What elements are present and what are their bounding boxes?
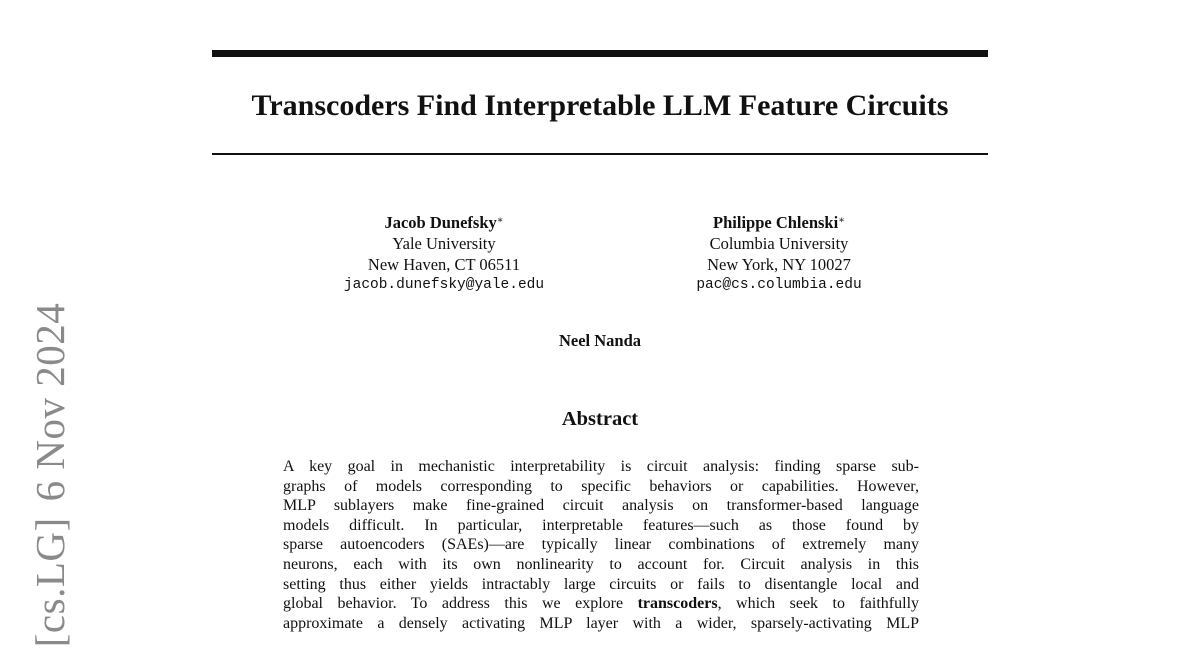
abstract-line: setting thus either yields intractably large circuits or fails to disentangle local and — [283, 575, 919, 593]
author-name: Neel Nanda — [558, 331, 642, 350]
author-name-line — [312, 210, 576, 233]
author-affiliation: Yale University — [392, 234, 496, 253]
author-address: New York, NY 10027 — [707, 255, 851, 274]
author-address: New Haven, CT 06511 — [367, 255, 521, 274]
arxiv-category: [cs.LG] — [27, 517, 73, 648]
author-email: pac@cs.columbia.edu — [696, 277, 862, 293]
abstract-text: , which seek to faithfully — [717, 595, 920, 613]
author-name: Philippe Chlenski — [713, 213, 839, 232]
abstract-heading: Abstract — [561, 408, 639, 430]
abstract-line: approximate a densely activating MLP layer with a wider, sparsely-activating MLP — [283, 614, 919, 632]
abstract-line: MLP sublayers make fine-grained circuit analysis on transformer-based language — [283, 497, 919, 515]
author-name: Jacob Dunefsky — [384, 213, 497, 232]
abstract-line-with-emphasis — [283, 594, 919, 614]
abstract-line: graphs of models corresponding to specific behaviors or capabilities. However, — [283, 477, 919, 495]
abstract-text: global behavior. To address this we explore — [283, 595, 638, 613]
abstract-line: models difficult. In particular, interpretable features—such as those found by — [283, 516, 919, 534]
abstract-line: neurons, each with its own nonlinearity to account for. Circuit analysis in this — [283, 555, 919, 573]
abstract-line: sparse autoencoders (SAEs)—are typically linear combinations of extremely many — [283, 536, 919, 554]
arxiv-stamp — [26, 303, 74, 647]
title-top-rule — [212, 50, 988, 57]
equal-contribution-mark: ∗ — [496, 215, 504, 226]
author-affiliation: Columbia University — [709, 234, 849, 253]
author-email: jacob.dunefsky@yale.edu — [343, 277, 545, 293]
paper-title: Transcoders Find Interpretable LLM Feature Circuits — [251, 89, 949, 122]
emphasized-term: transcoders — [637, 595, 718, 613]
author-block-1 — [312, 210, 576, 296]
author-block-3 — [500, 330, 700, 351]
author-name-line — [646, 210, 912, 233]
arxiv-date: 6 Nov 2024 — [27, 302, 73, 502]
author-block-2 — [646, 210, 912, 296]
abstract-line: A key goal in mechanistic interpretability is circuit analysis: finding sparse sub- — [283, 458, 919, 475]
abstract-body — [283, 457, 919, 633]
title-bottom-rule — [212, 153, 988, 155]
equal-contribution-mark: ∗ — [838, 215, 845, 226]
